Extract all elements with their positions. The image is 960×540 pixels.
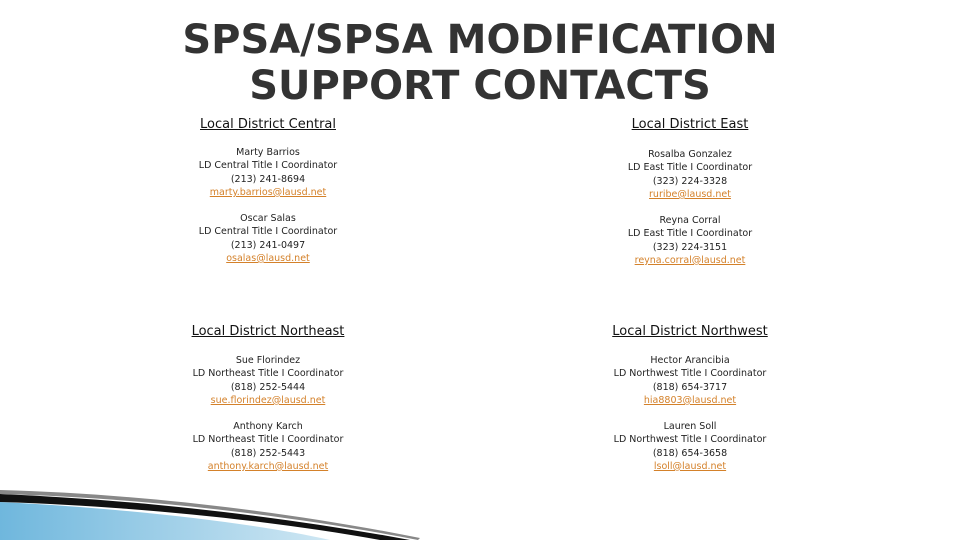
contact-card — [540, 214, 840, 267]
contact-role: LD Northeast Title I Coordinator — [192, 434, 344, 446]
contact-phone: (818) 252-5444 — [230, 381, 306, 393]
contact-card — [118, 212, 418, 265]
contact-name: Rosalba Gonzalez — [648, 149, 732, 160]
contact-role: LD Northwest Title I Coordinator — [613, 368, 767, 380]
contact-phone: (818) 654-3658 — [652, 447, 728, 459]
contact-card — [540, 354, 840, 407]
contact-phone: (323) 224-3151 — [652, 241, 728, 253]
contact-name: Marty Barrios — [236, 147, 300, 158]
contact-card — [118, 354, 418, 407]
contact-email-link[interactable]: reyna.corral@lausd.net — [634, 254, 746, 266]
contact-name: Sue Florindez — [235, 355, 301, 366]
contact-email-link[interactable]: osalas@lausd.net — [226, 252, 310, 264]
contact-phone: (818) 654-3717 — [652, 381, 728, 393]
contact-name: Lauren Soll — [663, 421, 717, 432]
contact-card — [118, 146, 418, 199]
corner-swoosh-decoration — [0, 480, 420, 540]
district-header-central: Local District Central — [200, 117, 336, 132]
contact-phone: (323) 224-3328 — [652, 175, 728, 187]
contact-role: LD Central Title I Coordinator — [198, 226, 338, 238]
contact-email-link[interactable]: sue.florindez@lausd.net — [210, 394, 326, 406]
page-title-line-2: SUPPORT CONTACTS — [249, 63, 711, 109]
district-header-northwest: Local District Northwest — [612, 324, 768, 339]
contact-phone: (818) 252-5443 — [230, 447, 306, 459]
contact-card — [540, 420, 840, 473]
contact-card — [540, 148, 840, 201]
contact-role: LD Northwest Title I Coordinator — [613, 434, 767, 446]
contact-name: Anthony Karch — [233, 421, 303, 432]
contact-email-link[interactable]: lsoll@lausd.net — [653, 460, 727, 472]
district-header-northeast: Local District Northeast — [191, 324, 345, 339]
contact-role: LD East Title I Coordinator — [627, 228, 753, 240]
contact-name: Reyna Corral — [659, 215, 721, 226]
contact-role: LD Northeast Title I Coordinator — [192, 368, 344, 380]
contact-card — [118, 420, 418, 473]
contact-email-link[interactable]: hia8803@lausd.net — [643, 394, 737, 406]
contact-phone: (213) 241-0497 — [230, 239, 306, 251]
contact-email-link[interactable]: marty.barrios@lausd.net — [209, 186, 327, 198]
contact-name: Oscar Salas — [240, 213, 296, 224]
contact-email-link[interactable]: anthony.karch@lausd.net — [207, 460, 329, 472]
page-title-line-1: SPSA/SPSA MODIFICATION — [182, 17, 778, 63]
contact-role: LD East Title I Coordinator — [627, 162, 753, 174]
contact-role: LD Central Title I Coordinator — [198, 160, 338, 172]
district-header-east: Local District East — [631, 117, 749, 132]
contact-name: Hector Arancibia — [650, 355, 730, 366]
contact-email-link[interactable]: ruribe@lausd.net — [649, 188, 731, 200]
contact-phone: (213) 241-8694 — [230, 173, 306, 185]
